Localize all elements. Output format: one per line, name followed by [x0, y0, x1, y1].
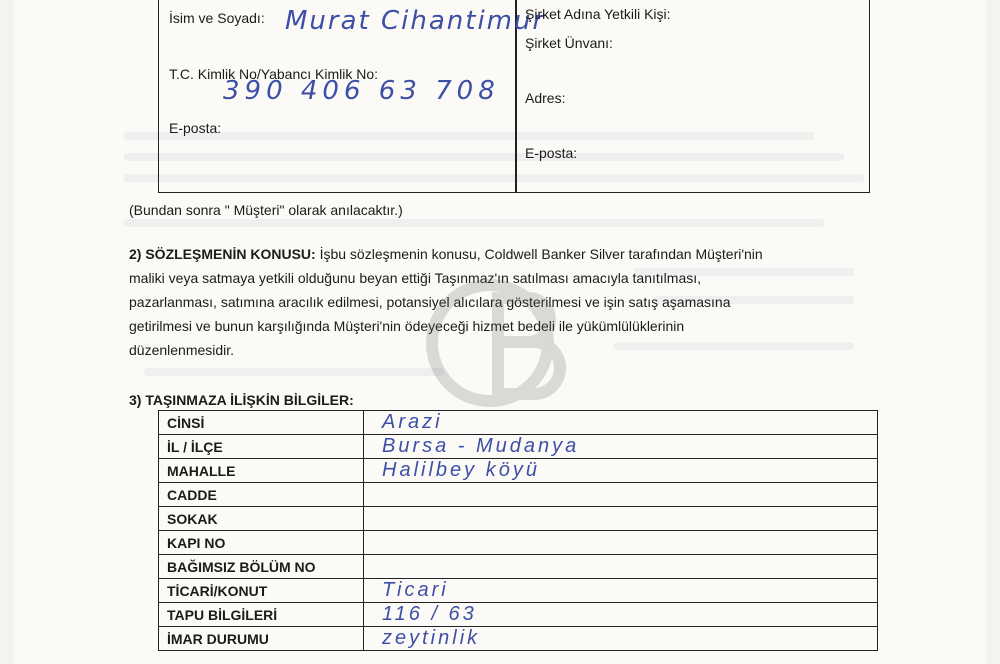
name-value: Murat Cihantimur	[285, 6, 546, 36]
property-value: Ticari	[364, 579, 878, 603]
table-row	[159, 459, 878, 483]
address-label: Adres:	[525, 90, 566, 106]
table-row	[159, 555, 878, 579]
property-value: Halilbey köyü	[364, 459, 878, 483]
table-row	[159, 411, 878, 435]
property-value	[364, 507, 878, 531]
section2-line: getirilmesi ve bunun karşılığında Müşteri'nin ödeyeceği hizmet bedeli ile yükümlülüklerinin	[129, 318, 685, 334]
table-row	[159, 627, 878, 651]
company-rep-label: Şirket Adına Yetkili Kişi:	[525, 6, 671, 22]
property-key: TAPU BİLGİLERİ	[159, 603, 364, 627]
section2-line: İşbu sözleşmenin konusu, Coldwell Banker Silver tarafından Müşteri'nin	[319, 246, 763, 262]
email-label: E-posta:	[169, 120, 222, 136]
section2-heading: 2) SÖZLEŞMENİN KONUSU:	[129, 246, 316, 262]
section2-line: maliki veya satmaya yetkili olduğunu beyan ettiği Taşınmaz'ın satılması amacıyla tanıtılması,	[129, 270, 702, 286]
property-value: Arazi	[364, 411, 878, 435]
property-key: MAHALLE	[159, 459, 364, 483]
property-key: CADDE	[159, 483, 364, 507]
property-key: İMAR DURUMU	[159, 627, 364, 651]
property-key: BAĞIMSIZ BÖLÜM NO	[159, 555, 364, 579]
id-label: T.C. Kimlik No/Yabancı Kimlik No:	[169, 66, 379, 82]
company-email-label: E-posta:	[525, 145, 578, 161]
property-value: 116 / 63	[364, 603, 878, 627]
section3-heading: 3) TAŞINMAZA İLİŞKİN BİLGİLER:	[129, 392, 354, 408]
property-key: CİNSİ	[159, 411, 364, 435]
property-key: TİCARİ/KONUT	[159, 579, 364, 603]
table-row	[159, 603, 878, 627]
property-value	[364, 555, 878, 579]
table-row	[159, 483, 878, 507]
property-value	[364, 483, 878, 507]
client-note: (Bundan sonra " Müşteri" olarak anılacaktır.)	[129, 202, 403, 218]
property-key: İL / İLÇE	[159, 435, 364, 459]
table-row	[159, 579, 878, 603]
table-row	[159, 435, 878, 459]
section2-line: düzenlenmesidir.	[129, 342, 235, 358]
property-key: KAPI NO	[159, 531, 364, 555]
section2-line: pazarlanması, satımına aracılık edilmesi, potansiyel alıcılara gösterilmesi ve işin satış aşamasına	[129, 294, 731, 310]
cb-logo-watermark	[420, 268, 590, 428]
property-table	[158, 410, 878, 651]
table-row	[159, 531, 878, 555]
id-value: 390 406 63 708	[223, 76, 500, 106]
property-value: Bursa - Mudanya	[364, 435, 878, 459]
client-info-box	[158, 0, 870, 193]
table-row	[159, 507, 878, 531]
property-value: zeytinlik	[364, 627, 878, 651]
company-title-label: Şirket Ünvanı:	[525, 35, 613, 51]
property-value	[364, 531, 878, 555]
name-label: İsim ve Soyadı:	[169, 10, 265, 26]
property-key: SOKAK	[159, 507, 364, 531]
